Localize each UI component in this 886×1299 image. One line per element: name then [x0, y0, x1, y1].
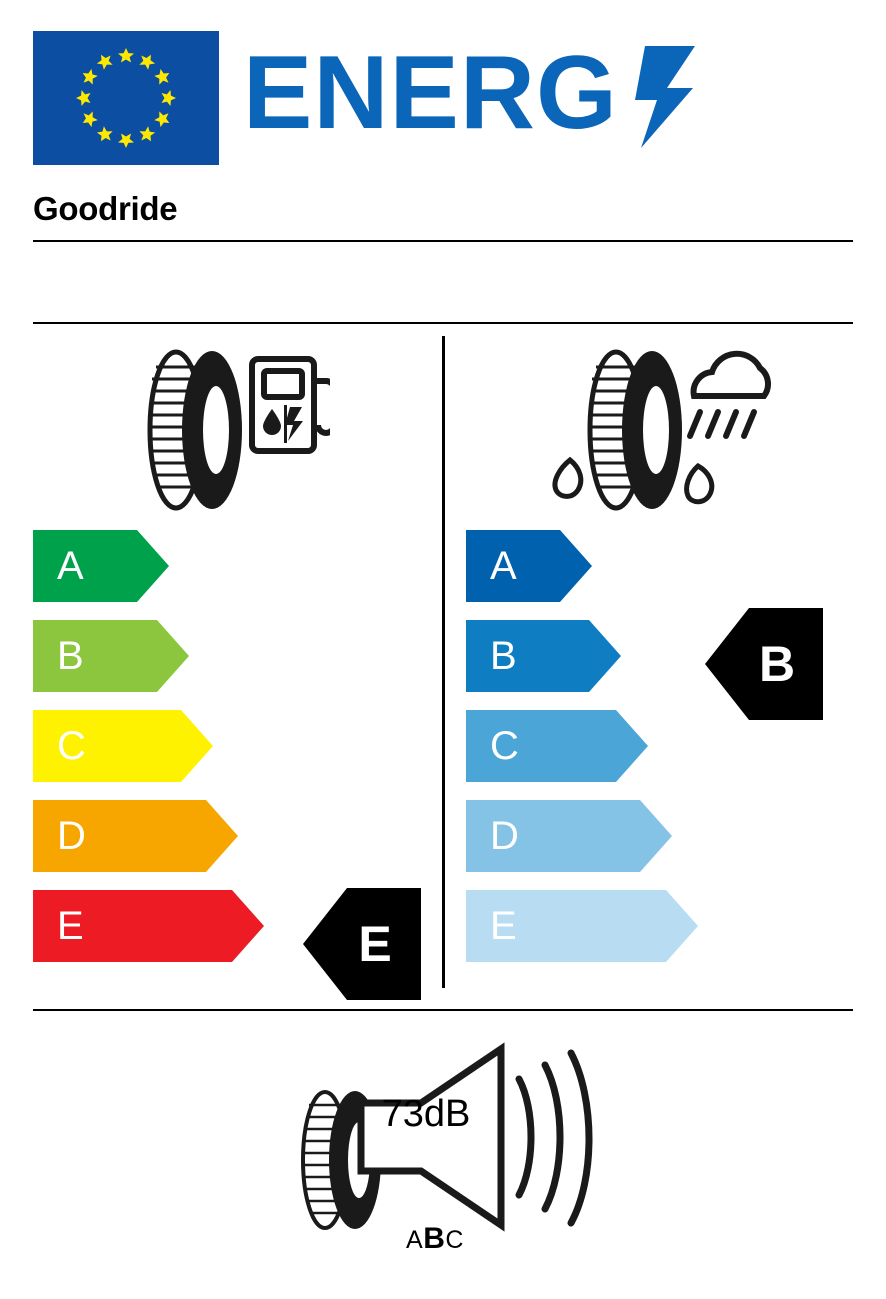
noise-db-value: 73dB — [381, 1093, 471, 1135]
divider-bottom-grid — [33, 1009, 853, 1011]
svg-text:ENERG: ENERG — [243, 42, 618, 151]
wet-grip-selected-marker — [705, 608, 823, 720]
brand-name: Goodride — [33, 190, 178, 227]
fuel-selected-letter: E — [358, 916, 392, 972]
wet-arrow-A-shape — [466, 530, 592, 602]
fuel-grade-B-letter: B — [57, 634, 84, 678]
wet-grade-C-letter: C — [490, 724, 519, 768]
fuel-grade-A — [33, 530, 433, 602]
wet-grade-D — [466, 800, 866, 872]
fuel-grade-E-letter: E — [57, 904, 84, 948]
fuel-grade-D-letter: D — [57, 814, 86, 858]
noise-class-c: C — [445, 1226, 464, 1254]
fuel-arrow-A-shape — [33, 530, 169, 602]
eu-flag — [33, 31, 219, 165]
wet-grade-D-letter: D — [490, 814, 519, 858]
divider-top-grid — [33, 322, 853, 324]
noise-class-scale — [406, 1222, 464, 1256]
tyre-fuel-pump-icon — [120, 345, 330, 515]
divider-under-brand — [33, 240, 853, 242]
wet-grade-B-letter: B — [490, 634, 517, 678]
noise-class-a: A — [406, 1226, 424, 1254]
fuel-grade-C-letter: C — [57, 724, 86, 768]
fuel-efficiency-selected-marker — [303, 888, 421, 1000]
wet-selected-letter: B — [758, 636, 796, 692]
fuel-grade-C — [33, 710, 433, 782]
noise-class-b-selected: B — [423, 1222, 446, 1255]
tyre-rain-cloud-icon — [528, 340, 788, 520]
wet-grade-A-letter: A — [490, 544, 517, 588]
divider-vertical — [442, 336, 445, 988]
wet-grade-E — [466, 890, 866, 962]
fuel-grade-A-letter: A — [57, 544, 84, 588]
fuel-grade-B — [33, 620, 433, 692]
fuel-grade-D — [33, 800, 433, 872]
wet-grade-A — [466, 530, 866, 602]
energy-wordmark — [243, 42, 713, 152]
wet-grade-C — [466, 710, 866, 782]
wet-grade-E-letter: E — [490, 904, 517, 948]
